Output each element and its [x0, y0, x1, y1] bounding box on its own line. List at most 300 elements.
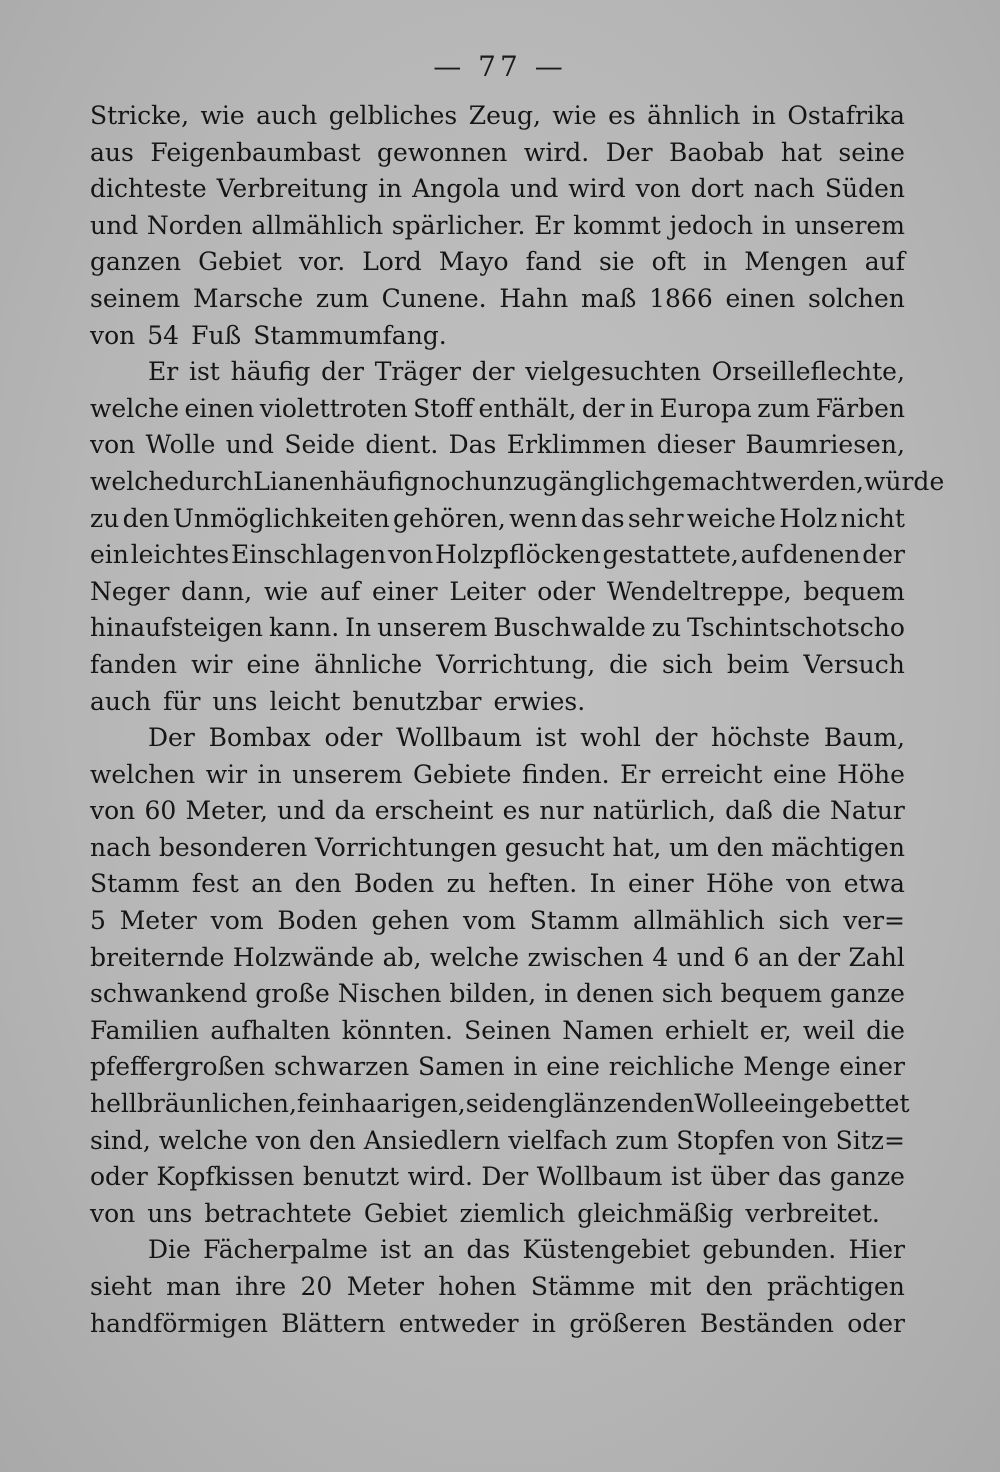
word: Orseilleflechte,: [711, 357, 905, 387]
word: der: [862, 540, 905, 570]
word: hat,: [612, 832, 662, 862]
word: Ostafrika: [787, 101, 905, 130]
word: sind,: [90, 1125, 151, 1155]
word: Buschwalde: [493, 613, 646, 643]
word: Cunene.: [381, 283, 487, 313]
word: von: [635, 174, 681, 204]
word: Fächerpalme: [203, 1235, 368, 1265]
word: Unmöglichkeiten: [172, 503, 390, 533]
text-line: [90, 647, 905, 684]
word: allmählich: [632, 906, 765, 936]
word: leichtes: [130, 540, 230, 570]
word: weiche: [686, 503, 776, 533]
word: wie: [200, 101, 245, 130]
text-line: [90, 281, 905, 318]
word: reichliche: [608, 1052, 735, 1082]
word: breiternde: [90, 942, 225, 972]
word: mächtigen: [771, 832, 905, 862]
text-line: [90, 903, 905, 940]
word: Zeug,: [468, 101, 541, 130]
word: oft: [651, 247, 686, 277]
word: Angola: [412, 174, 501, 204]
word: um: [669, 832, 709, 862]
word: Wendeltreppe,: [606, 576, 792, 606]
text-line: [90, 684, 905, 721]
word: in: [751, 101, 776, 130]
word: Tschintschotscho: [687, 613, 905, 643]
word: Meter: [346, 1272, 424, 1301]
word: daß: [725, 796, 773, 826]
word: Die: [148, 1235, 191, 1265]
text-line: [90, 318, 905, 355]
text-line: [90, 1086, 910, 1123]
text-line: [90, 830, 905, 867]
text-line: [90, 427, 905, 464]
word: welche: [90, 393, 180, 423]
word: in: [544, 979, 569, 1009]
word: zum: [757, 393, 811, 423]
word: seinem: [90, 283, 181, 313]
word: ist: [535, 723, 567, 753]
word: Träger: [374, 357, 461, 387]
word: vom: [210, 906, 264, 936]
word: Das: [448, 430, 497, 460]
word: unserem: [794, 210, 905, 240]
word: in: [630, 393, 655, 423]
word: Seide: [284, 430, 356, 460]
word: und: [676, 942, 725, 972]
word: eine: [772, 759, 827, 789]
word: unzugänglich: [480, 466, 652, 496]
text-line: [90, 1196, 905, 1233]
word: könnten.: [341, 1015, 453, 1045]
word: sehr: [627, 503, 684, 533]
word: Lord: [362, 247, 422, 277]
word: er,: [759, 1015, 792, 1045]
word: von: [90, 430, 136, 460]
word: Baum,: [823, 723, 905, 753]
word: oder: [847, 1308, 905, 1338]
word: Beständen: [699, 1308, 834, 1338]
word: hellbräunlichen,: [90, 1089, 297, 1119]
word: betrachtete: [204, 1198, 352, 1228]
word: auch: [90, 686, 152, 716]
word: Erklimmen: [506, 430, 647, 460]
word: entweder: [398, 1308, 519, 1338]
word: allmählich: [251, 210, 384, 240]
word: Gebiet: [198, 247, 282, 277]
word: den: [705, 1272, 753, 1301]
word: kann.: [268, 613, 340, 643]
word: dient.: [365, 430, 439, 460]
word: violettroten: [259, 393, 408, 423]
word: die: [609, 649, 648, 679]
word: das: [777, 1162, 822, 1192]
word: Der: [481, 1162, 529, 1192]
word: sich: [661, 649, 713, 679]
text-line: [90, 391, 905, 428]
word: uns: [212, 686, 258, 716]
word: erscheint: [374, 796, 494, 826]
word: Wolle: [694, 1089, 765, 1119]
word: feinhaarigen,: [296, 1089, 466, 1119]
word: Lianen: [253, 466, 340, 496]
word: Seinen: [464, 1015, 552, 1045]
word: welchen: [90, 759, 196, 789]
text-line: [90, 1306, 905, 1343]
word: denen: [782, 540, 861, 570]
word: uns: [147, 1198, 193, 1228]
word: ganze: [829, 979, 905, 1009]
word: zu: [651, 613, 682, 643]
word: und: [225, 430, 274, 460]
word: an: [757, 942, 789, 972]
word: Meter: [119, 906, 197, 936]
word: ab,: [382, 942, 422, 972]
word: hat: [780, 137, 822, 167]
word: Versuch: [803, 649, 905, 679]
word: zu: [446, 869, 476, 899]
word: Höhe: [837, 759, 905, 789]
word: in: [761, 210, 786, 240]
word: Feigenbaumbast: [150, 137, 361, 167]
word: weil: [802, 1015, 855, 1045]
word: es: [502, 796, 531, 826]
word: verbreitet.: [745, 1198, 880, 1228]
word: Bombax: [208, 723, 311, 753]
word: Stämme: [530, 1272, 636, 1301]
word: Baumriesen,: [745, 430, 905, 460]
word: solchen: [808, 283, 905, 313]
word: ziemlich: [459, 1198, 566, 1228]
text-line: [90, 244, 905, 281]
word: Wolle: [145, 430, 216, 460]
word: 5: [90, 906, 106, 936]
text-line: [90, 940, 905, 977]
word: Stoff: [413, 393, 474, 423]
word: bilden,: [449, 979, 537, 1009]
word: Boden: [277, 906, 358, 936]
word: auf: [319, 576, 361, 606]
page-number: — 77 —: [433, 50, 567, 83]
word: ähnliche: [314, 649, 423, 679]
text-line: [90, 1159, 905, 1196]
word: Vorrichtung,: [436, 649, 596, 679]
word: mit: [649, 1272, 692, 1301]
word: würde: [863, 466, 945, 496]
word: schwankend: [90, 979, 248, 1009]
word: Stamm: [529, 906, 620, 936]
word: Einschlagen: [231, 540, 387, 570]
word: Ansiedlern: [363, 1125, 501, 1155]
word: Er: [620, 759, 651, 789]
word: einen: [184, 393, 255, 423]
word: von: [786, 869, 832, 899]
word: in: [531, 1308, 557, 1338]
word: eingebettet: [764, 1089, 910, 1119]
text-line: [90, 793, 905, 830]
word: Färben: [815, 393, 905, 423]
word: Wollbaum: [536, 1162, 663, 1192]
word: Kopfkissen: [156, 1162, 295, 1192]
word: Der: [605, 137, 653, 167]
word: enthält,: [478, 393, 577, 423]
word: wir: [205, 759, 248, 789]
word: und: [277, 796, 326, 826]
word: dann,: [181, 576, 253, 606]
word: vielfach: [508, 1125, 608, 1155]
word: Gebiete: [413, 759, 512, 789]
word: besonderen: [158, 832, 308, 862]
word: schwarzen: [273, 1052, 410, 1082]
word: prächtigen: [766, 1272, 905, 1301]
text-line: [90, 1013, 905, 1050]
word: oder: [90, 1162, 148, 1192]
word: ihre: [235, 1272, 287, 1301]
word: Höhe: [706, 869, 774, 899]
word: in: [257, 759, 282, 789]
word: wird: [568, 174, 626, 204]
word: der: [654, 723, 698, 753]
word: da: [334, 796, 366, 826]
word: einer: [371, 576, 438, 606]
word: handförmigen: [90, 1308, 268, 1338]
word: Stammumfang.: [253, 320, 447, 350]
word: einer: [628, 869, 694, 899]
word: von: [387, 540, 434, 570]
word: in: [703, 247, 728, 277]
word: eine: [246, 649, 301, 679]
word: man: [166, 1272, 221, 1301]
word: wie: [552, 101, 597, 130]
word: Europa: [659, 393, 752, 423]
word: gehören,: [393, 503, 506, 533]
word: dort: [690, 174, 744, 204]
text-line: [90, 757, 905, 794]
word: der: [581, 393, 625, 423]
word: dieser: [656, 430, 736, 460]
word: In: [345, 613, 372, 643]
word: Zahl: [848, 942, 905, 972]
word: größeren: [569, 1308, 687, 1338]
word: Süden: [824, 174, 905, 204]
word: denen: [576, 979, 654, 1009]
word: eine: [546, 1052, 600, 1082]
word: maß: [581, 283, 637, 313]
word: es: [608, 101, 636, 130]
word: vielgesuchten: [525, 357, 701, 387]
word: 60: [144, 796, 177, 826]
word: sieht: [90, 1272, 152, 1301]
word: ähnlich: [647, 101, 741, 130]
word: Hahn: [499, 283, 569, 313]
text-line: [90, 537, 905, 574]
word: 54: [147, 320, 180, 350]
word: nach: [753, 174, 815, 204]
word: von: [255, 1125, 302, 1155]
word: zwischen: [527, 942, 644, 972]
word: durch: [179, 466, 254, 496]
text-line: [90, 574, 905, 611]
word: beim: [726, 649, 790, 679]
word: Hier: [848, 1235, 905, 1265]
word: wird.: [407, 1162, 473, 1192]
word: einen: [725, 283, 796, 313]
word: Stricke,: [90, 101, 190, 130]
word: erhielt: [664, 1015, 749, 1045]
word: kommt: [573, 210, 661, 240]
word: nach: [90, 832, 152, 862]
word: das: [466, 1235, 511, 1265]
word: Stopfen: [676, 1125, 775, 1155]
word: sie: [598, 247, 635, 277]
word: erreicht: [660, 759, 763, 789]
text-line: [90, 501, 905, 538]
word: Verbreitung: [216, 174, 369, 204]
word: etwa: [843, 869, 905, 899]
word: häufig: [339, 466, 420, 496]
word: benutzbar: [352, 686, 482, 716]
word: gemacht: [651, 466, 761, 496]
word: aus: [90, 137, 134, 167]
word: Familien: [90, 1015, 200, 1045]
word: bequem: [720, 979, 823, 1009]
word: Mayo: [438, 247, 509, 277]
text-line: [90, 1232, 905, 1269]
word: seine: [838, 137, 905, 167]
word: finden.: [521, 759, 610, 789]
text-line: [90, 610, 905, 647]
word: 4: [652, 942, 669, 972]
word: Küstengebiet: [522, 1235, 691, 1265]
word: Marsche: [192, 283, 304, 313]
word: 6: [733, 942, 750, 972]
word: wenn: [509, 503, 578, 533]
word: fest: [191, 869, 239, 899]
word: Baobab: [669, 137, 765, 167]
word: pfeffergroßen: [90, 1052, 266, 1082]
word: natürlich,: [592, 796, 716, 826]
word: vom: [463, 906, 516, 936]
word: höchste: [711, 723, 811, 753]
text-line: [90, 866, 905, 903]
word: noch: [419, 466, 481, 496]
word: von: [782, 1125, 828, 1155]
word: oder: [537, 576, 596, 606]
text-line: [90, 1269, 905, 1306]
word: gleichmäßig: [577, 1198, 734, 1228]
word: Holz: [779, 503, 838, 533]
word: vor.: [298, 247, 346, 277]
word: Blättern: [281, 1308, 386, 1338]
word: die: [781, 796, 821, 826]
text-line: [90, 354, 905, 391]
word: den: [308, 1125, 356, 1155]
word: zu: [90, 503, 120, 533]
word: unserem: [292, 759, 403, 789]
word: auch: [256, 101, 318, 130]
word: zum: [615, 1125, 669, 1155]
word: leicht: [269, 686, 341, 716]
word: wir: [191, 649, 233, 679]
word: seidenglänzenden: [465, 1089, 695, 1119]
word: die: [866, 1015, 905, 1045]
word: für: [163, 686, 201, 716]
word: dichteste: [90, 174, 207, 204]
word: Mengen: [744, 247, 848, 277]
word: der: [321, 357, 364, 387]
word: in: [513, 1052, 538, 1082]
word: ganze: [829, 1162, 905, 1192]
text-line: [90, 98, 905, 135]
word: den: [122, 503, 170, 533]
word: Vorrichtungen: [315, 832, 497, 862]
word: Der: [148, 723, 195, 753]
word: sich: [778, 906, 830, 936]
word: an: [423, 1235, 455, 1265]
word: von: [90, 796, 136, 826]
word: Namen: [562, 1015, 654, 1045]
word: häufig: [230, 357, 311, 387]
word: in: [378, 174, 403, 204]
word: unserem: [377, 613, 488, 643]
word: gesucht: [504, 832, 605, 862]
text-line: [90, 135, 905, 172]
text-line: [90, 208, 905, 245]
text-line: [90, 464, 945, 501]
word: aufhalten: [210, 1015, 331, 1045]
word: von: [90, 1198, 136, 1228]
word: welche: [90, 466, 180, 496]
word: gebunden.: [702, 1235, 837, 1265]
word: heften.: [488, 869, 578, 899]
word: das: [580, 503, 625, 533]
word: hohen: [438, 1272, 517, 1301]
word: ver=: [843, 906, 905, 936]
word: 20: [300, 1272, 333, 1301]
word: Norden: [146, 210, 243, 240]
word: gelbliches: [328, 101, 458, 130]
body-text: [90, 98, 945, 1342]
word: zum: [315, 283, 369, 313]
word: werden,: [760, 466, 864, 496]
word: wie: [263, 576, 309, 606]
word: hinaufsteigen: [90, 613, 264, 643]
word: und: [90, 210, 139, 240]
word: ist: [670, 1162, 702, 1192]
word: wird.: [523, 137, 590, 167]
word: den: [294, 869, 342, 899]
word: Nischen: [337, 979, 442, 1009]
text-line: [90, 720, 905, 757]
word: Menge: [743, 1052, 831, 1082]
word: von: [90, 320, 136, 350]
word: der: [797, 942, 841, 972]
word: gewonnen: [377, 137, 508, 167]
word: In: [589, 869, 616, 899]
word: ist: [380, 1235, 411, 1265]
word: gehen: [371, 906, 450, 936]
text-line: [90, 976, 905, 1013]
word: fand: [525, 247, 582, 277]
word: Stamm: [90, 869, 180, 899]
word: Samen: [417, 1052, 505, 1082]
word: Wollbaum: [396, 723, 522, 753]
word: sich: [661, 979, 713, 1009]
word: der: [471, 357, 515, 387]
word: oder: [324, 723, 383, 753]
word: Meter,: [185, 796, 268, 826]
